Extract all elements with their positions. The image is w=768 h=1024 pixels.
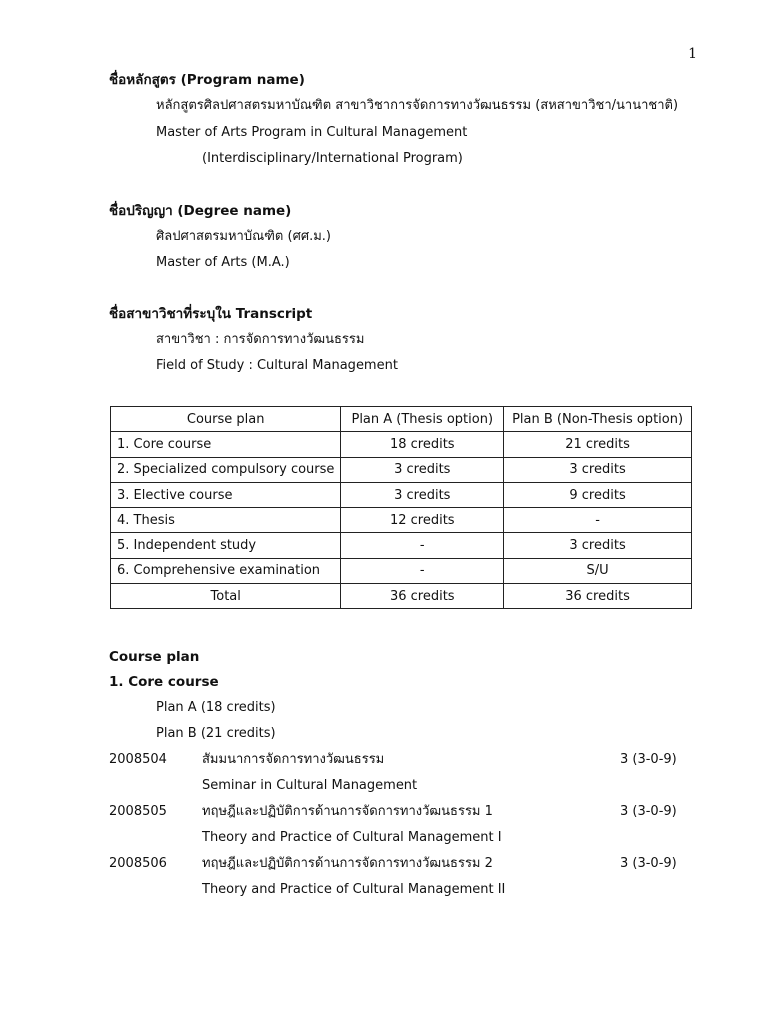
table-cell: 3. Elective course	[111, 482, 341, 507]
table-cell: S/U	[504, 558, 692, 583]
table-cell: 9 credits	[504, 482, 692, 507]
table-cell: 3 credits	[341, 482, 504, 507]
table-cell: 3 credits	[341, 457, 504, 482]
table-header-row	[111, 407, 692, 432]
plan-b-credits: Plan B (21 credits)	[156, 726, 276, 741]
table-cell: 3 credits	[504, 533, 692, 558]
table-row	[111, 508, 692, 533]
course-credits: 3 (3-0-9)	[620, 752, 677, 767]
table-cell: 36 credits	[341, 584, 504, 609]
degree-name-english: Master of Arts (M.A.)	[156, 255, 290, 270]
table-cell: -	[341, 533, 504, 558]
core-course-heading: 1. Core course	[109, 674, 219, 690]
course-credits: 3 (3-0-9)	[620, 856, 677, 871]
program-name-heading: ชื่อหลักสูตร (Program name)	[109, 72, 305, 88]
table-cell: 21 credits	[504, 432, 692, 457]
field-of-study-thai: สาขาวิชา : การจัดการทางวัฒนธรรม	[156, 332, 365, 347]
table-row	[111, 533, 692, 558]
program-name-subtitle: (Interdisciplinary/International Program)	[202, 151, 463, 166]
course-plan-table	[110, 406, 692, 609]
table-header-cell: Plan A (Thesis option)	[341, 407, 504, 432]
table-row	[111, 457, 692, 482]
course-credits: 3 (3-0-9)	[620, 804, 677, 819]
table-total-row	[111, 584, 692, 609]
course-title-thai: สัมมนาการจัดการทางวัฒนธรรม	[202, 752, 385, 767]
plan-a-credits: Plan A (18 credits)	[156, 700, 276, 715]
table-cell: 1. Core course	[111, 432, 341, 457]
course-title-thai: ทฤษฎีและปฏิบัติการด้านการจัดการทางวัฒนธรรม 1	[202, 804, 493, 819]
field-of-study-english: Field of Study : Cultural Management	[156, 358, 398, 373]
transcript-heading: ชื่อสาขาวิชาที่ระบุใน Transcript	[109, 306, 313, 322]
table-cell: 18 credits	[341, 432, 504, 457]
course-title-english: Theory and Practice of Cultural Management I	[202, 830, 502, 845]
table-cell: -	[504, 508, 692, 533]
table-row	[111, 432, 692, 457]
table-row	[111, 558, 692, 583]
table-header-cell: Course plan	[111, 407, 341, 432]
course-plan-heading: Course plan	[109, 649, 200, 665]
course-code: 2008504	[109, 752, 167, 767]
table-header-cell: Plan B (Non-Thesis option)	[504, 407, 692, 432]
table-cell: 5. Independent study	[111, 533, 341, 558]
table-cell: 2. Specialized compulsory course	[111, 457, 341, 482]
program-name-english: Master of Arts Program in Cultural Management	[156, 125, 468, 140]
table-cell: 36 credits	[504, 584, 692, 609]
table-cell: 4. Thesis	[111, 508, 341, 533]
table-cell: 6. Comprehensive examination	[111, 558, 341, 583]
table-cell: 3 credits	[504, 457, 692, 482]
degree-name-thai: ศิลปศาสตรมหาบัณฑิต (ศศ.ม.)	[156, 229, 331, 244]
course-code: 2008506	[109, 856, 167, 871]
program-name-thai: หลักสูตรศิลปศาสตรมหาบัณฑิต สาขาวิชาการจัดการทางวัฒนธรรม (สหสาขาวิชา/นานาชาติ)	[156, 98, 679, 113]
table-cell: 12 credits	[341, 508, 504, 533]
course-title-thai: ทฤษฎีและปฏิบัติการด้านการจัดการทางวัฒนธรรม 2	[202, 856, 493, 871]
table-cell: Total	[111, 584, 341, 609]
course-title-english: Theory and Practice of Cultural Management II	[202, 882, 506, 897]
course-title-english: Seminar in Cultural Management	[202, 778, 418, 793]
table-cell: -	[341, 558, 504, 583]
page-number: 1	[688, 46, 697, 62]
table-row	[111, 482, 692, 507]
course-code: 2008505	[109, 804, 167, 819]
degree-name-heading: ชื่อปริญญา (Degree name)	[109, 203, 292, 219]
